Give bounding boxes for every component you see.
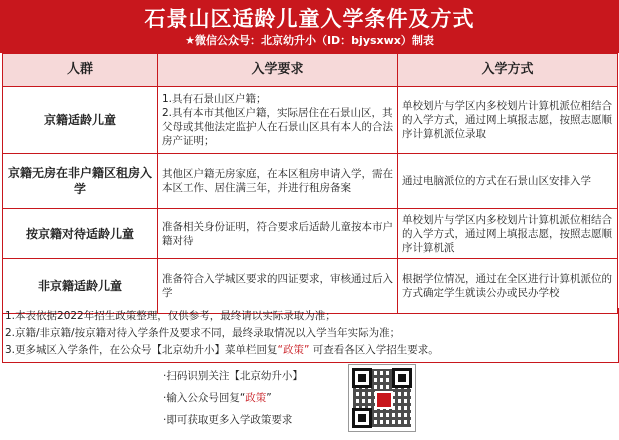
page-subtitle: ★微信公众号：北京幼升小（ID：bjysxwx）制表: [185, 34, 434, 47]
method-cell: 通过电脑派位的方式在石景山区安排入学: [398, 154, 618, 209]
requirement-cell: 准备相关身份证明，符合要求后适龄儿童按本市户籍对待: [158, 209, 398, 259]
requirement-line: 2.具有本市其他区户籍，实际居住在石景山区，其父母或其他法定监护人在石景山区具有本人的合法房产证明；: [162, 107, 393, 147]
method-cell: 根据学位情况，通过在全区进行计算机派位的方式确定学生就读公办或民办学校: [398, 259, 618, 314]
requirement-cell: 其他区户籍无房家庭，在本区租房申请入学，需在本区工作、居住满三年，并进行租房备案: [158, 154, 398, 209]
header-requirement: 入学要求: [158, 54, 398, 87]
qr-finder: [392, 368, 412, 388]
qr-finder: [352, 408, 372, 428]
header-crowd: 人群: [3, 54, 158, 87]
qr-logo-icon: [375, 391, 393, 409]
requirement-cell: 准备符合入学城区要求的四证要求，审核通过后入学: [158, 259, 398, 314]
crowd-cell: 京籍无房在非户籍区租房入学: [3, 154, 158, 209]
table-row: [3, 154, 618, 209]
qr-code[interactable]: [348, 364, 416, 432]
note-line-1: 1.本表依据2022年招生政策整理，仅供参考，最终请以实际录取为准；: [5, 310, 336, 322]
page-title: 石景山区适龄儿童入学条件及方式: [144, 7, 475, 31]
crowd-cell: 非京籍适龄儿童: [3, 259, 158, 314]
note-keyword: “政策”: [277, 344, 310, 356]
crowd-cell: 按京籍对待适龄儿童: [3, 209, 158, 259]
footer-line-2-text: ·输入公众号回复“: [163, 392, 246, 404]
note-line-3: [5, 342, 618, 359]
footer-line-3: ·即可获取更多入学政策要求: [163, 414, 293, 426]
requirement-cell: [158, 87, 398, 154]
admission-table: [2, 53, 618, 314]
note-line-3-text: 3.更多城区入学条件，在公众号【北京幼升小】菜单栏回复: [5, 344, 278, 356]
note-line-3-tail: 可查看各区入学招生要求。: [309, 344, 439, 356]
footer-keyword: 政策: [245, 392, 267, 404]
footer-line-1: ·扫码识别关注【北京幼升小】: [163, 370, 303, 382]
header-method: 入学方式: [398, 54, 618, 87]
requirement-line: 1.具有石景山区户籍；: [162, 93, 267, 105]
footer-line-2-tail: ”: [266, 392, 272, 404]
table-header-row: [3, 54, 618, 87]
table-row: [3, 259, 618, 314]
table-row: [3, 209, 618, 259]
footer-line-2: [163, 391, 272, 405]
notes-box: [2, 308, 619, 363]
title-banner: [0, 0, 619, 53]
note-line-2: 2.京籍/非京籍/按京籍对待入学条件及要求不同，最终录取情况以入学当年实际为准；: [5, 327, 401, 339]
method-cell: 单校划片与学区内多校划片计算机派位相结合的入学方式，通过网上填报志愿，按照志愿顺序计算机派: [398, 209, 618, 259]
table-row: [3, 87, 618, 154]
method-cell: 单校划片与学区内多校划片计算机派位相结合的入学方式，通过网上填报志愿，按照志愿顺序计算机派位录取: [398, 87, 618, 154]
qr-finder: [352, 368, 372, 388]
crowd-cell: 京籍适龄儿童: [3, 87, 158, 154]
